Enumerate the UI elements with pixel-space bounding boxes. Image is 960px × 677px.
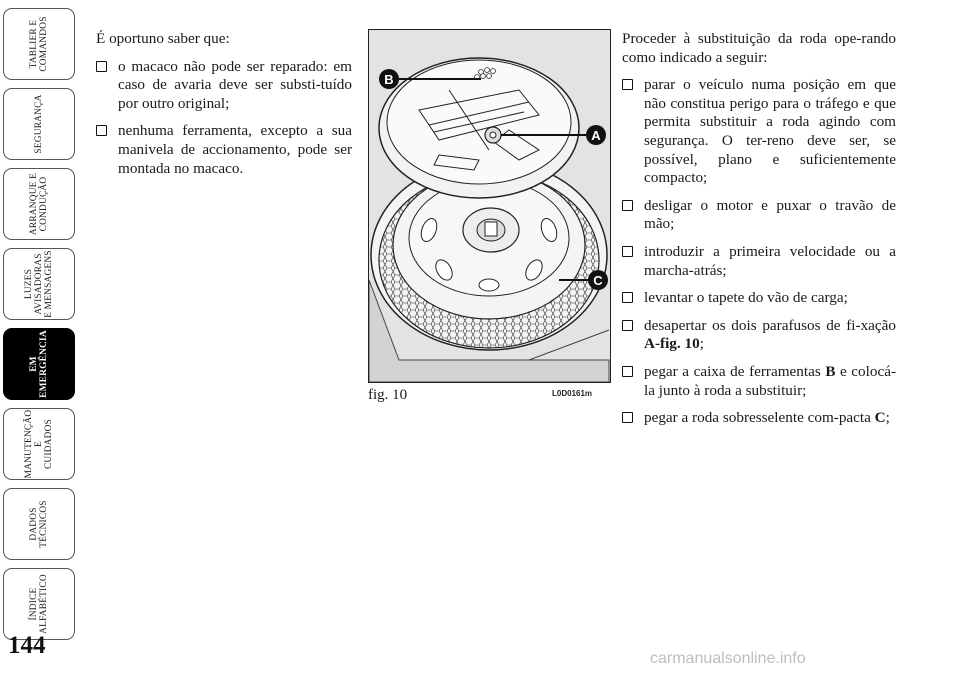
bullet-text: pegar a caixa de ferramentas <box>644 362 826 380</box>
tab-label: EM EMERGÊNCIA <box>29 330 49 398</box>
checkbox-bullet-icon <box>96 61 107 72</box>
bullet-text: o macaco não pode ser reparado: em caso de avaria deve ser substi-tuído por outro original; <box>118 57 352 112</box>
tab-indice-alfabetico[interactable] <box>3 568 75 640</box>
checkbox-bullet-icon <box>622 320 633 331</box>
bullet-text-end: ; <box>885 409 890 427</box>
figure-caption: fig. 10 <box>368 387 408 403</box>
list-item <box>622 243 896 280</box>
tab-em-emergencia[interactable] <box>3 328 75 400</box>
list-item <box>622 363 896 400</box>
tab-label: MANUTENÇÃO E CUIDADOS <box>24 409 54 479</box>
watermark: carmanualsonline.info <box>650 650 806 667</box>
bullet-text: desligar o motor e puxar o travão de mão; <box>644 196 896 233</box>
callout-c: C <box>593 273 603 288</box>
bullet-text: nenhuma ferramenta, excepto a sua manivela de accionamento, pode ser montada no macaco. <box>118 122 352 177</box>
figure-spare-wheel <box>368 29 611 383</box>
tab-luzes-avisadoras[interactable] <box>3 248 75 320</box>
figure-reference: C <box>874 409 886 427</box>
checkbox-bullet-icon <box>622 292 633 303</box>
right-column <box>622 30 896 437</box>
checkbox-bullet-icon <box>622 246 633 257</box>
callout-a: A <box>591 128 601 143</box>
checkbox-bullet-icon <box>622 412 633 423</box>
figure-code: L0D0161m <box>552 389 593 398</box>
figure-reference: B <box>825 362 836 380</box>
list-item <box>622 409 896 428</box>
bullet-text: levantar o tapete do vão de carga; <box>644 289 848 307</box>
bullet-text: parar o veículo numa posição em que não constitua perigo para o tráfego e que permita substituir a roda agindo com segurança. O ter-reno deve ser, se possível, plano e suficientemente compacto; <box>644 76 896 187</box>
intro-text: Proceder à substituição da roda ope-rando como indicado a seguir: <box>622 30 896 66</box>
page-number: 144 <box>8 632 46 659</box>
figure-reference: A-fig. 10 <box>644 335 700 353</box>
checkbox-bullet-icon <box>622 79 633 90</box>
list-item <box>96 58 352 114</box>
bullet-text: introduzir a primeira velocidade ou a marcha-atrás; <box>644 242 896 279</box>
bullet-text: pegar a roda sobresselente com-pacta <box>644 409 875 427</box>
tab-label: ARRANQUE E CONDUÇÃO <box>29 172 49 236</box>
left-column <box>96 30 352 187</box>
tab-dados-tecnicos[interactable] <box>3 488 75 560</box>
list-item <box>96 122 352 178</box>
bullet-text-end: e colocá-la junto à roda a substituir; <box>644 362 896 399</box>
list-item <box>622 76 896 188</box>
tab-tablier-e-comandos[interactable] <box>3 8 75 80</box>
list-item <box>622 289 896 308</box>
intro-text: É oportuno saber que: <box>96 30 230 47</box>
list-item <box>622 197 896 234</box>
checkbox-bullet-icon <box>622 366 633 377</box>
tab-label: DADOS TÉCNICOS <box>29 500 49 548</box>
tab-label: ÍNDICE ALFABÉTICO <box>29 574 49 634</box>
tab-label: SEGURANÇA <box>34 94 44 154</box>
tab-label: LUZES AVISADORAS E MENSAGENS <box>24 250 54 318</box>
checkbox-bullet-icon <box>622 200 633 211</box>
tab-seguranca[interactable] <box>3 88 75 160</box>
bullet-text-end: ; <box>699 335 704 353</box>
list-item <box>622 317 896 354</box>
tab-manutencao-e-cuidados[interactable] <box>3 408 75 480</box>
spare-wheel-illustration <box>369 30 610 382</box>
tab-arranque-e-conducao[interactable] <box>3 168 75 240</box>
bullet-text: desapertar os dois parafusos de fi-xação <box>644 316 896 334</box>
checkbox-bullet-icon <box>96 125 107 136</box>
tab-label: TABLIER E COMANDOS <box>29 16 49 72</box>
callout-b: B <box>384 72 394 87</box>
